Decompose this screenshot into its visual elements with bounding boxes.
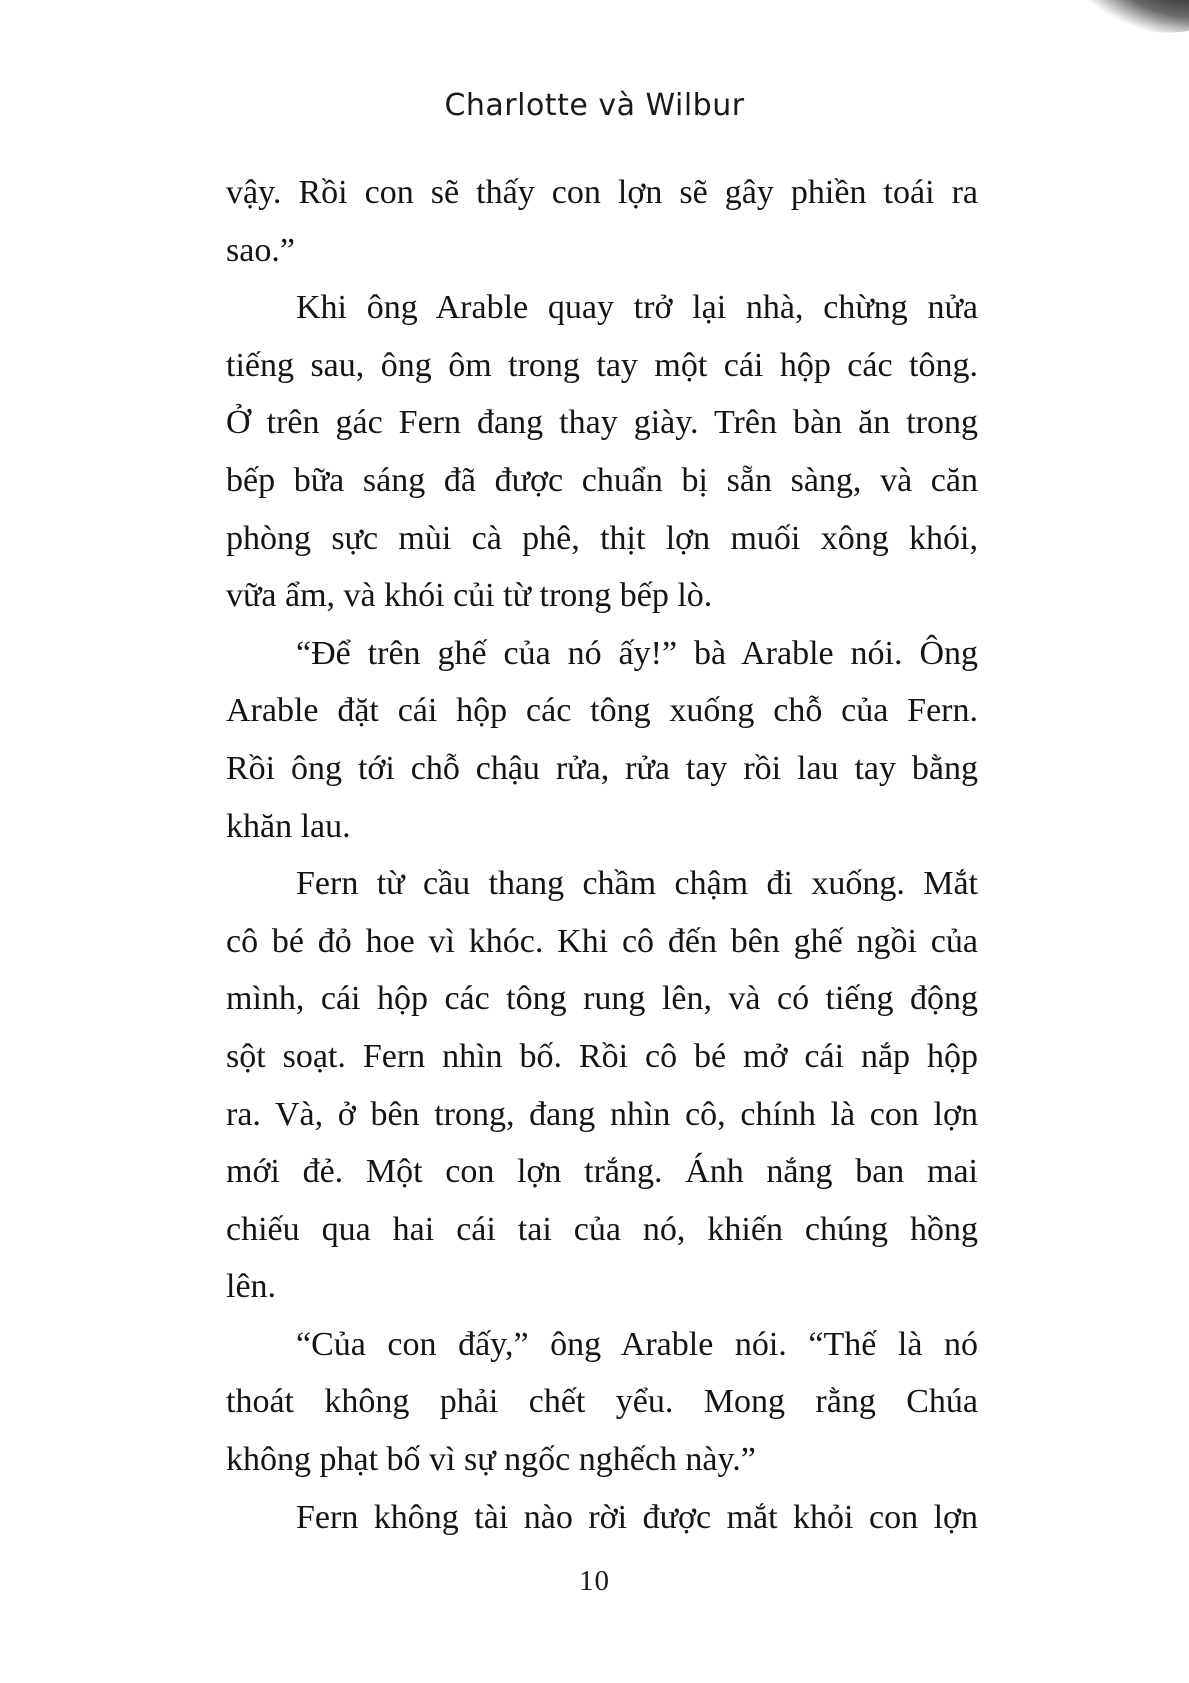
text-line: Rồi ông tới chỗ chậu rửa, rửa tay rồi lau tay bằng	[226, 749, 978, 787]
text-line-paragraph-start: “Của con đấy,” ông Arable nói. “Thế là nó	[296, 1325, 978, 1363]
text-line: ra. Và, ở bên trong, đang nhìn cô, chính là con lợn	[226, 1095, 978, 1133]
text-line: lên.	[226, 1268, 277, 1306]
text-line: Arable đặt cái hộp các tông xuống chỗ của Fern.	[226, 692, 978, 730]
page-corner-shadow	[1063, 0, 1189, 45]
text-line: tiếng sau, ông ôm trong tay một cái hộp các tông.	[226, 346, 978, 384]
text-line-paragraph-start: “Để trên ghế của nó ấy!” bà Arable nói. Ông	[296, 634, 978, 672]
text-line: bếp bữa sáng đã được chuẩn bị sẵn sàng, và căn	[226, 461, 978, 499]
text-line: sột soạt. Fern nhìn bố. Rồi cô bé mở cái nắp hộp	[226, 1037, 978, 1075]
text-line: mới đẻ. Một con lợn trắng. Ánh nắng ban mai	[226, 1153, 978, 1191]
text-line: mình, cái hộp các tông rung lên, và có tiếng động	[226, 980, 978, 1018]
text-line: Ở trên gác Fern đang thay giày. Trên bàn ăn trong	[226, 404, 978, 442]
text-line: vữa ẩm, và khói củi từ trong bếp lò.	[226, 577, 713, 615]
body-text	[226, 164, 978, 1546]
page-number: 10	[579, 1565, 610, 1597]
text-line-paragraph-start: Fern không tài nào rời được mắt khỏi con lợn	[296, 1498, 978, 1536]
text-line: khăn lau.	[226, 807, 351, 845]
text-line: thoát không phải chết yểu. Mong rằng Chúa	[226, 1383, 978, 1421]
text-line-paragraph-start: Fern từ cầu thang chầm chậm đi xuống. Mắt	[296, 865, 978, 903]
text-line: vậy. Rồi con sẽ thấy con lợn sẽ gây phiền toái ra	[226, 174, 978, 211]
text-line: cô bé đỏ hoe vì khóc. Khi cô đến bên ghế ngồi của	[226, 922, 978, 960]
text-line: không phạt bố vì sự ngốc nghếch này.”	[226, 1441, 756, 1479]
text-line: sao.”	[226, 231, 295, 269]
text-line: chiếu qua hai cái tai của nó, khiến chúng hồng	[226, 1210, 978, 1248]
text-line-paragraph-start: Khi ông Arable quay trở lại nhà, chừng nửa	[296, 289, 978, 327]
running-header-title: Charlotte và Wilbur	[444, 88, 745, 123]
text-line: phòng sực mùi cà phê, thịt lợn muối xông khói,	[226, 519, 978, 557]
